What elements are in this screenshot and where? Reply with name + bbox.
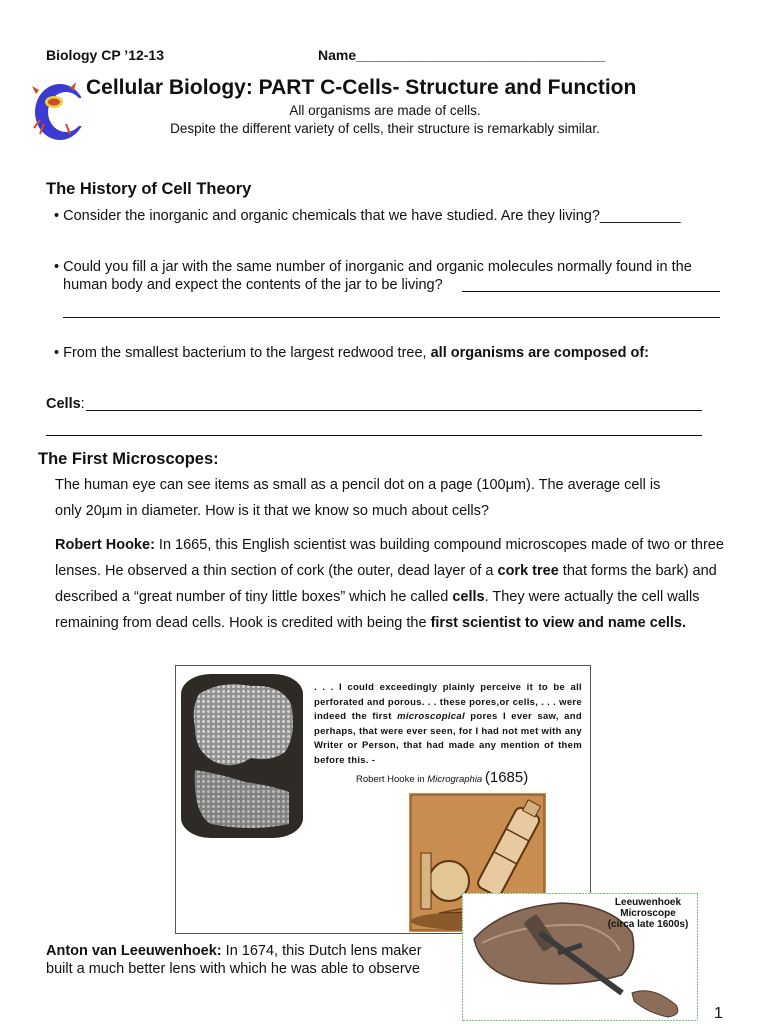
hooke-name: Robert Hooke: [55,537,155,553]
bullet-dot: • [54,259,60,275]
history-heading: The History of Cell Theory [46,180,252,198]
citation-book: Micrographia [427,774,483,785]
hooke-quote [314,681,582,768]
leeuwenhoek-caption [596,897,700,930]
cells-colon: : [80,396,85,412]
answer-line[interactable] [46,435,702,436]
bullet-dot: • [54,208,60,224]
caption-line-2: Microscope [620,908,676,919]
bullet-dot: • [54,345,60,361]
hooke-bold-1: cork tree [497,563,559,579]
bullet-2-text-line-1: Could you fill a jar with the same number of inorganic and organic molecules normally found in the [63,259,692,275]
hooke-paragraph [55,532,727,636]
cork-cells-image [181,674,303,838]
anton-text-1: In 1674, this Dutch lens maker [221,943,422,959]
intro-line-1: The human eye can see items as small as a pencil dot on a page (100μm). The average cell is [55,477,661,493]
course-label: Biology CP ’12-13 [46,47,165,63]
page-title: Cellular Biology: PART C-Cells- Structure and Function [86,76,637,99]
quote-italic: microscopical [397,711,465,722]
hooke-bold-3: first scientist to view and name cells. [430,615,687,631]
bullet-1 [54,207,681,225]
quote-citation [356,769,528,786]
bullet-1-text: Consider the inorganic and organic chemicals that we have studied. Are they living?__________ [63,208,681,224]
name-field-label: Name________________________________ [318,47,606,63]
citation-prefix: Robert Hooke in [356,774,428,785]
subtitle-line-1: All organisms are made of cells. [289,103,481,118]
cells-label: Cells [46,396,81,412]
anton-name: Anton van Leeuwenhoek: [46,943,222,959]
bullet-3-bold: all organisms are composed of: [430,345,649,361]
answer-line[interactable] [86,410,702,411]
answer-line[interactable] [63,317,720,318]
subtitle-line-2: Despite the different variety of cells, their structure is remarkably similar. [170,121,600,136]
bullet-2-text-line-2: human body and expect the contents of the jar to be living? [63,277,443,293]
microscopes-heading: The First Microscopes: [38,450,219,468]
cells-definition [46,395,85,413]
hooke-text-2: that forms the bark) and described a “great number of tiny little boxes” which he called [55,563,717,605]
caption-line-1: Leeuwenhoek [614,897,682,908]
hooke-bold-2: cells [452,589,485,605]
anton-paragraph [46,942,422,978]
hooke-text-3: . They were actually the cell walls remaining from dead cells. Hook is credited with being the [55,589,700,631]
hooke-text-1: In 1665, this English scientist was building compound microscopes made of two or three lenses. He observed a thin section of cork (the outer, dead layer of a [55,537,724,579]
quote-rest: pores I ever saw, and perhaps, that were ever seen, for I had not met with any Writer or Person, that had made any mention of them before this. - [314,711,582,766]
caption-line-3: (circa late 1600s) [607,919,689,930]
page-number: 1 [714,1005,723,1022]
bullet-3-text: From the smallest bacterium to the largest redwood tree, [63,345,431,361]
anton-line-1 [46,942,422,960]
answer-line[interactable] [462,291,720,292]
bullet-3 [54,344,649,362]
quote-text: . . . I could exceedingly plainly perceive it to be all perforated and porous. . . these pores,or cells, . . . were indeed the first [314,682,582,722]
bullet-2-line-2 [63,276,443,294]
intro-line-2: only 20μm in diameter. How is it that we know so much about cells? [55,503,489,519]
citation-year: (1685) [484,769,529,786]
anton-line-2: built a much better lens with which he was able to observe [46,961,420,977]
bullet-2 [54,258,692,276]
